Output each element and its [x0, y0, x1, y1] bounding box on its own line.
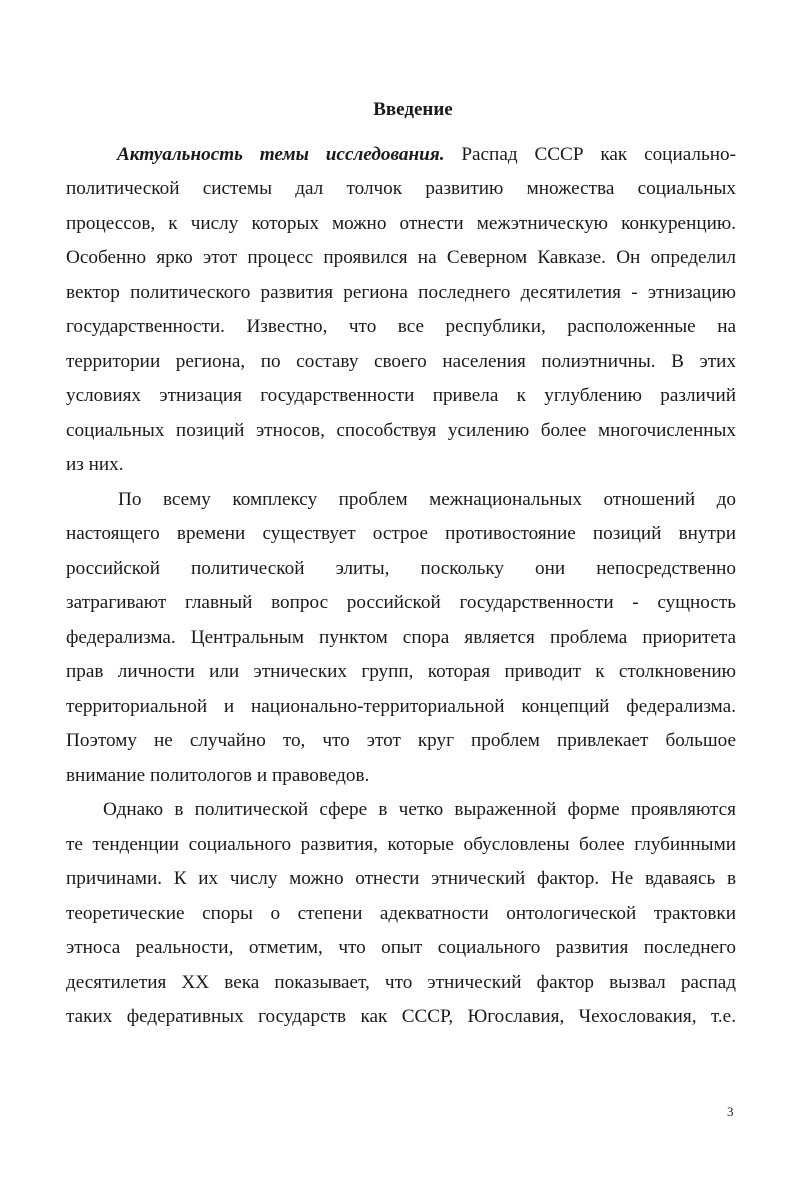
paragraph-3-line-1: Однако в политической сфере в четко выраженной форме проявляются: [103, 799, 736, 820]
paragraph-2-line-6: прав личности или этнических групп, которая приводит к столкновению: [66, 661, 736, 682]
paragraph-2-line-5: федерализма. Центральным пунктом спора является проблема приоритета: [66, 627, 736, 648]
paragraph-2-line-8: Поэтому не случайно то, что этот круг проблем привлекает большое: [66, 730, 736, 751]
paragraph-1-line-10: из них.: [66, 454, 124, 475]
page-number: 3: [727, 1104, 734, 1119]
paragraph-2-line-7: территориальной и национально-территориальной концепций федерализма.: [66, 696, 736, 717]
lead-italic-phrase: Актуальность темы исследования.: [117, 144, 445, 165]
paragraph-3-line-7: таких федеративных государств как СССР, Югославия, Чехословакия, т.е.: [66, 1006, 736, 1027]
paragraph-1-line-8: условиях этнизация государственности привела к углублению различий: [66, 385, 736, 406]
paragraph-1-line-2: политической системы дал толчок развитию множества социальных: [66, 178, 736, 199]
paragraph-1-line-9: социальных позиций этносов, способствуя усилению более многочисленных: [66, 420, 736, 441]
paragraph-2-line-2: настоящего времени существует острое противостояние позиций внутри: [66, 523, 736, 544]
paragraph-1-line-5: вектор политического развития региона последнего десятилетия - этнизацию: [66, 282, 736, 303]
paragraph-1-line-6: государственности. Известно, что все республики, расположенные на: [66, 316, 736, 337]
paragraph-3-line-6: десятилетия XX века показывает, что этнический фактор вызвал распад: [66, 972, 736, 993]
paragraph-1-line-3: процессов, к числу которых можно отнести межэтническую конкуренцию.: [66, 213, 736, 234]
paragraph-2-line-4: затрагивают главный вопрос российской государственности - сущность: [66, 592, 736, 613]
paragraph-3-line-4: теоретические споры о степени адекватности онтологической трактовки: [66, 903, 736, 924]
paragraph-3-line-5: этноса реальности, отметим, что опыт социального развития последнего: [66, 937, 736, 958]
paragraph-1-line-4: Особенно ярко этот процесс проявился на Северном Кавказе. Он определил: [66, 247, 736, 268]
paragraph-3-line-2: те тенденции социального развития, которые обусловлены более глубинными: [66, 834, 736, 855]
paragraph-1-line-7: территории региона, по составу своего населения полиэтничны. В этих: [66, 351, 736, 372]
page-title: Введение: [373, 99, 453, 120]
text-run: Распад СССР как социально-: [444, 144, 736, 165]
paragraph-2-line-1: По всему комплексу проблем межнациональных отношений до: [118, 489, 736, 510]
paragraph-3-line-3: причинами. К их числу можно отнести этнический фактор. Не вдаваясь в: [66, 868, 736, 889]
paragraph-2-line-3: российской политической элиты, поскольку они непосредственно: [66, 558, 736, 579]
paragraph-1-line-1: [117, 144, 736, 166]
paragraph-2-line-9: внимание политологов и правоведов.: [66, 765, 370, 786]
